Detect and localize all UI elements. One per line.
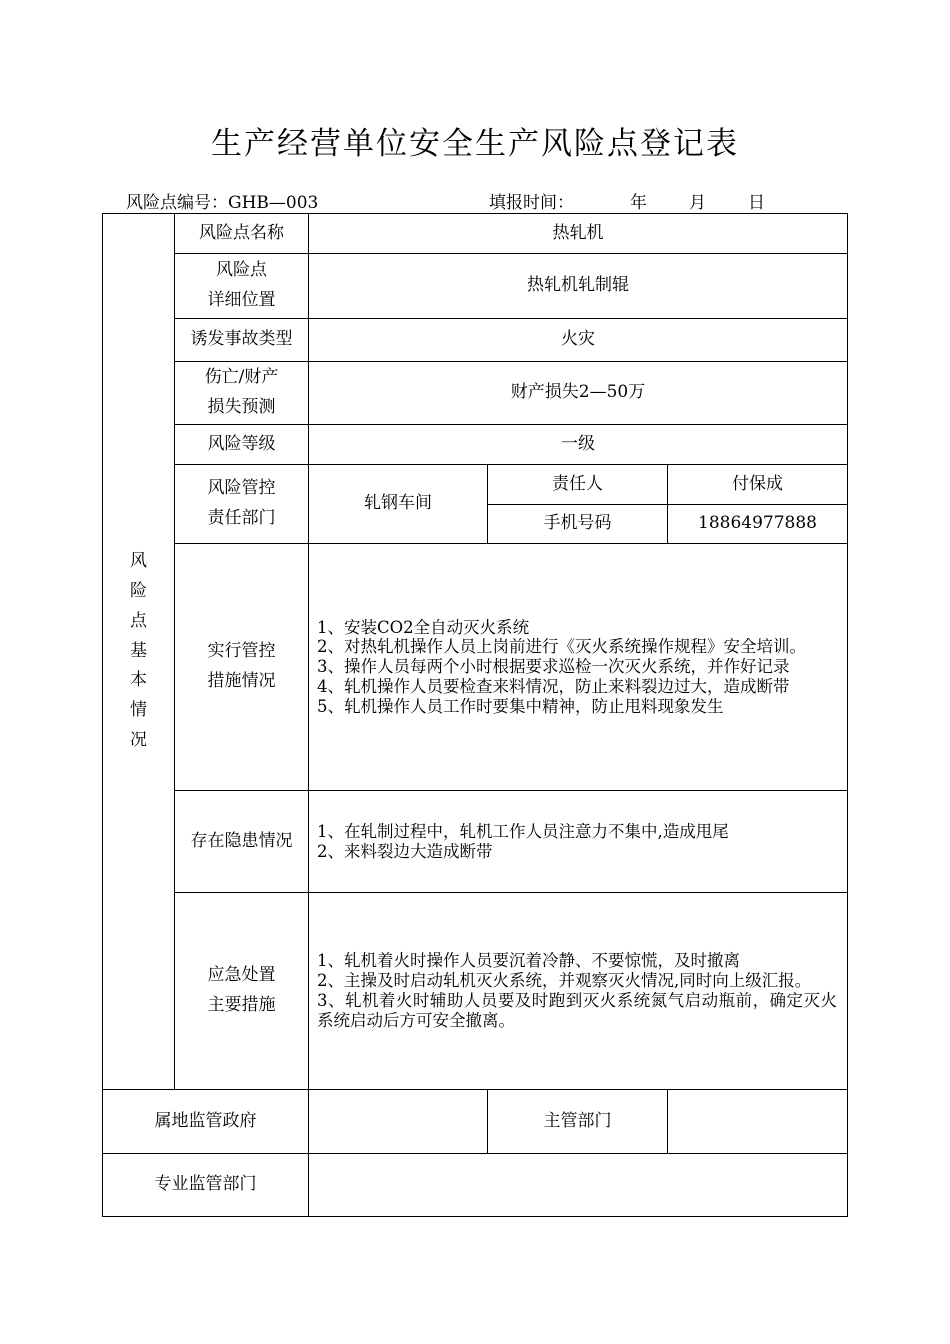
section-char: 情 bbox=[130, 700, 147, 721]
emergency-item: 1、轧机着火时操作人员要沉着冷静、不要惊慌，及时撤离 bbox=[317, 951, 740, 971]
row-emergency bbox=[103, 893, 848, 1090]
measures-label-line2: 措施情况 bbox=[207, 671, 276, 691]
risk-point-code: 风险点编号：GHB—003 bbox=[126, 193, 319, 213]
hazard-item: 2、来料裂边大造成断带 bbox=[317, 841, 493, 861]
accident-type-value: 火灾 bbox=[309, 319, 848, 362]
loss-label-line1: 伤亡/财产 bbox=[204, 367, 279, 388]
dept-label-line1: 风险管控 bbox=[207, 478, 276, 499]
emergency-list bbox=[309, 893, 848, 1090]
hazard-item: 1、在轧制过程中，轧机工作人员注意力不集中,造成甩尾 bbox=[317, 821, 729, 841]
row-hazards bbox=[103, 791, 848, 893]
row-name bbox=[103, 214, 848, 254]
supervisor-label: 主管部门 bbox=[488, 1090, 668, 1154]
measures-list bbox=[309, 544, 848, 791]
row-accident-type bbox=[103, 319, 848, 362]
measure-item: 4、轧机操作人员要检查来料情况，防止来料裂边过大，造成断带 bbox=[317, 676, 790, 696]
location-value: 热轧机轧制辊 bbox=[309, 254, 848, 319]
risk-name-value: 热轧机 bbox=[309, 214, 848, 254]
measure-item: 1、安装CO2全自动灭火系统 bbox=[317, 617, 530, 637]
measure-item: 5、轧机操作人员工作时要集中精神，防止甩料现象发生 bbox=[317, 696, 724, 716]
phone-value: 18864977888 bbox=[668, 505, 848, 544]
loss-label-line2: 损失预测 bbox=[207, 397, 276, 417]
row-measures bbox=[103, 544, 848, 791]
supervisor-value bbox=[668, 1090, 848, 1154]
year-label: 年 bbox=[630, 193, 647, 213]
month-label: 月 bbox=[689, 193, 706, 213]
measure-item: 2、对热轧机操作人员上岗前进行《灭火系统操作规程》安全培训。 bbox=[317, 637, 806, 657]
measures-label-line1: 实行管控 bbox=[207, 641, 276, 662]
local-gov-label: 属地监管政府 bbox=[103, 1090, 309, 1154]
dept-label bbox=[175, 465, 309, 544]
person-value: 付保成 bbox=[668, 465, 848, 505]
fill-date-label: 填报时间： bbox=[489, 193, 574, 213]
dept-label-line2: 责任部门 bbox=[207, 508, 276, 528]
measures-label bbox=[175, 544, 309, 791]
risk-level-label: 风险等级 bbox=[175, 425, 309, 465]
hazards-label: 存在隐患情况 bbox=[175, 791, 309, 893]
section-char: 本 bbox=[130, 670, 147, 691]
measure-item: 3、操作人员每两个小时根据要求巡检一次灭火系统，并作好记录 bbox=[317, 657, 790, 677]
dept-value: 轧钢车间 bbox=[309, 465, 488, 544]
loss-value: 财产损失2—50万 bbox=[309, 362, 848, 425]
hazards-list bbox=[309, 791, 848, 893]
row-level bbox=[103, 425, 848, 465]
emergency-label-line1: 应急处置 bbox=[207, 965, 276, 986]
emergency-label bbox=[175, 893, 309, 1090]
row-location bbox=[103, 254, 848, 319]
location-label bbox=[175, 254, 309, 319]
professional-value bbox=[309, 1154, 848, 1217]
emergency-item: 2、主操及时启动轧机灭火系统，并观察灭火情况,同时向上级汇报。 bbox=[317, 971, 812, 991]
row-gov bbox=[103, 1090, 848, 1154]
local-gov-value bbox=[309, 1090, 488, 1154]
person-label: 责任人 bbox=[488, 465, 668, 505]
row-loss bbox=[103, 362, 848, 425]
section-char: 点 bbox=[130, 610, 147, 631]
phone-label: 手机号码 bbox=[488, 505, 668, 544]
risk-name-label: 风险点名称 bbox=[175, 214, 309, 254]
row-dept bbox=[103, 465, 848, 505]
fill-date bbox=[489, 188, 765, 213]
section-char: 况 bbox=[130, 729, 147, 750]
risk-register-table bbox=[102, 213, 848, 1217]
section-char: 基 bbox=[130, 640, 147, 661]
loss-label bbox=[175, 362, 309, 425]
emergency-item: 3、轧机着火时辅助人员要及时跑到灭火系统氮气启动瓶前，确定灭火系统启动后方可安全撤离。 bbox=[317, 991, 837, 1030]
day-label: 日 bbox=[748, 193, 765, 213]
section-char: 风 bbox=[130, 551, 147, 572]
section-label bbox=[103, 214, 175, 1090]
risk-level-value: 一级 bbox=[309, 425, 848, 465]
row-professional bbox=[103, 1154, 848, 1217]
professional-label: 专业监管部门 bbox=[103, 1154, 309, 1217]
location-label-line1: 风险点 bbox=[216, 260, 267, 281]
emergency-label-line2: 主要措施 bbox=[207, 995, 276, 1015]
section-char: 险 bbox=[130, 581, 147, 602]
page-title: 生产经营单位安全生产风险点登记表 bbox=[211, 126, 739, 162]
location-label-line2: 详细位置 bbox=[207, 290, 276, 310]
accident-type-label: 诱发事故类型 bbox=[175, 319, 309, 362]
